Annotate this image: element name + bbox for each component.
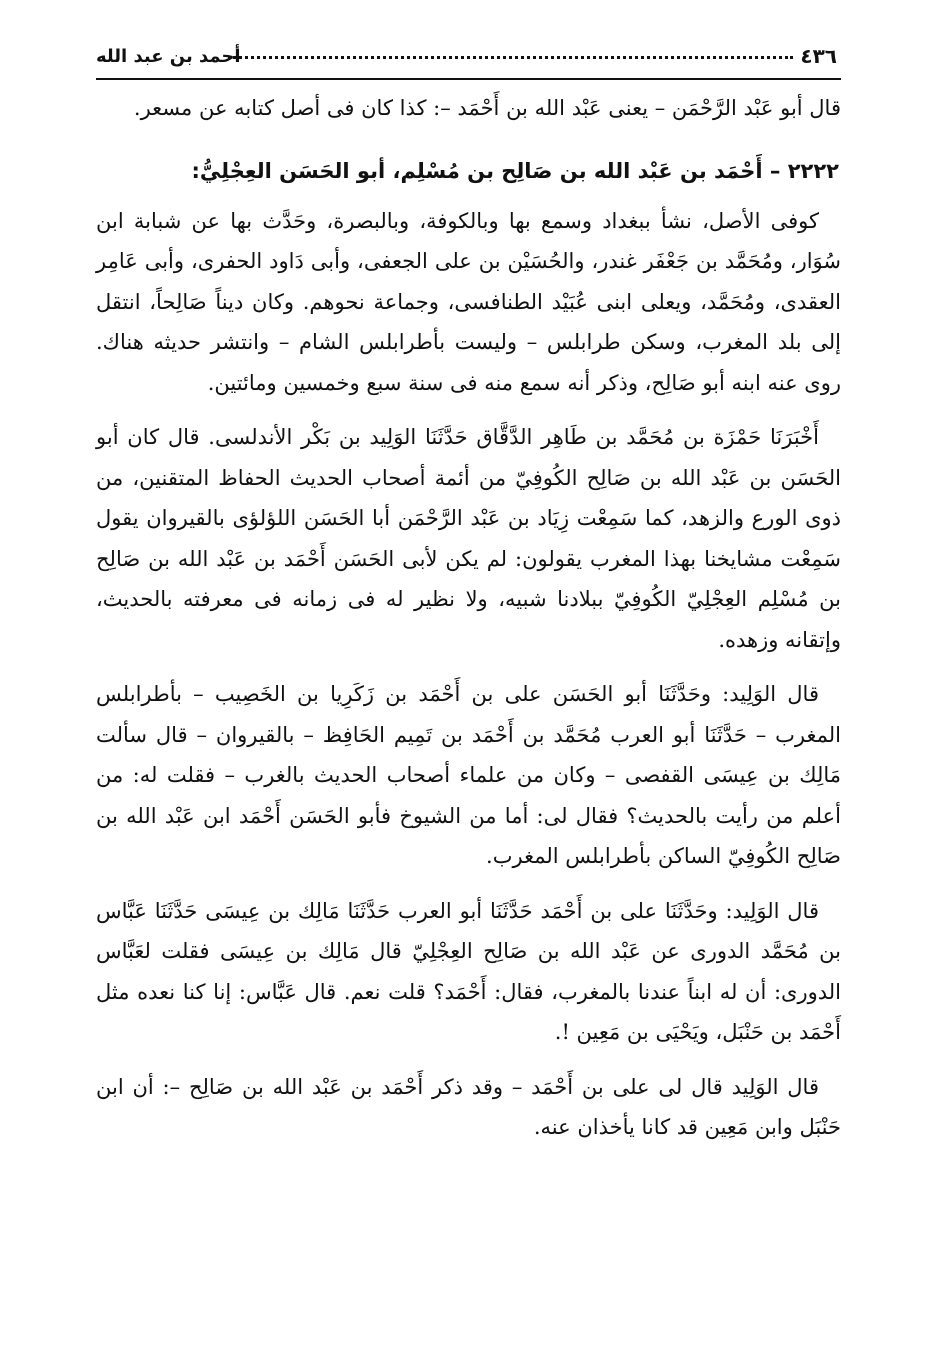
- narration-paragraph-3: قال الوَلِيد: وحَدَّثَنَا على بن أَحْمَد حَدَّثَنَا أبو العرب حَدَّثَنَا مَالِك بن عِيسَى حَدَّثَنَا عَبَّاس بن مُحَمَّد الدورى عن عَبْد الله بن صَالِح العِجْلِيّ قال مَالِك بن عِيسَى فقلت لعَبَّاس الدورى: أن له ابناً عندنا بالمغرب، فقال: أَحْمَد؟ قلت نعم. قال عَبَّاس: إنا كنا نعده مثل أَحْمَد بن حَنْبَل، ويَحْيَى بن مَعِين !.: [96, 898, 841, 1044]
- narration-paragraph-4: قال الوَلِيد قال لى على بن أَحْمَد – وقد ذكر أَحْمَد بن عَبْد الله بن صَالِح –: أن ابن حَنْبَل وابن مَعِين قد كانا يأخذان عنه.: [96, 1074, 841, 1139]
- running-title: أحمد بن عبد الله: [96, 46, 241, 67]
- book-page: [96, 34, 841, 1148]
- intro-paragraph: قال أبو عَبْد الرَّحْمَن – يعنى عَبْد الله بن أَحْمَد –: كذا كان فى أصل كتابه عن مسعر.: [133, 96, 841, 120]
- header-dotted-leader: [228, 56, 793, 59]
- entry-title: ٢٢٢٢ – أَحْمَد بن عَبْد الله بن صَالِح بن مُسْلِم، أبو الحَسَن العِجْلِيُّ:: [191, 158, 839, 183]
- biography-paragraph: كوفى الأصل، نشأ ببغداد وسمع بها وبالكوفة، وبالبصرة، وحَدَّث بها عن شبابة ابن سُوَار، ومُحَمَّد بن جَعْفَر غندر، والحُسَيْن بن على الجعفى، وأبى دَاود الحفرى، وأبى عَامِر العقدى، ومُحَمَّد، ويعلى ابنى عُبَيْد الطنافسى، وجماعة نحوهم. وكان ديناً صَالِحاً، انتقل إلى بلد المغرب، وسكن طرابلس – وليست بأطرابلس الشام – وانتشر حديثه هناك. روى عنه ابنه أبو صَالِح، وذكر أنه سمع منه فى سنة سبع وخمسين ومائتين.: [96, 208, 841, 395]
- page-header: [96, 34, 841, 80]
- page-number: ٤٣٦: [800, 44, 837, 68]
- narration-paragraph-1: أَخْبَرَنَا حَمْزَة بن مُحَمَّد بن طَاهِر الدَّقَّاق حَدَّثَنَا الوَلِيد بن بَكْر الأندلسى. قال كان أبو الحَسَن بن عَبْد الله بن صَالِح الكُوفِيّ من أئمة أصحاب الحديث الحفاظ المتقنين، من ذوى الورع والزهد، كما سَمِعْت زِيَاد بن عَبْد الرَّحْمَن أبا الحَسَن اللؤلؤى بالقيروان يقول سَمِعْت مشايخنا بهذا المغرب يقولون: لم يكن لأبى الحَسَن أَحْمَد بن عَبْد الله بن صَالِح بن مُسْلِم العِجْلِيّ الكُوفِيّ ببلادنا شبيه، ولا نظير له فى زمانه فى معرفته بالحديث، وإتقانه وزهده.: [96, 425, 841, 652]
- narration-paragraph-2: قال الوَلِيد: وحَدَّثَنَا أبو الحَسَن على بن أَحْمَد بن زَكَرِيا بن الخَصِيب – بأطرابلس المغرب – حَدَّثَنَا أبو العرب مُحَمَّد بن أَحْمَد بن تَمِيم الحَافِظ – بالقيروان – قال سألت مَالِك بن عِيسَى القفصى – وكان من علماء أصحاب الحديث بالغرب – فقلت له: من أعلم من رأيت بالحديث؟ فقال لى: أما من الشيوخ فأبو الحَسَن أَحْمَد ابن عَبْد الله بن صَالِح الكُوفِيّ الساكن بأطرابلس المغرب.: [96, 682, 841, 868]
